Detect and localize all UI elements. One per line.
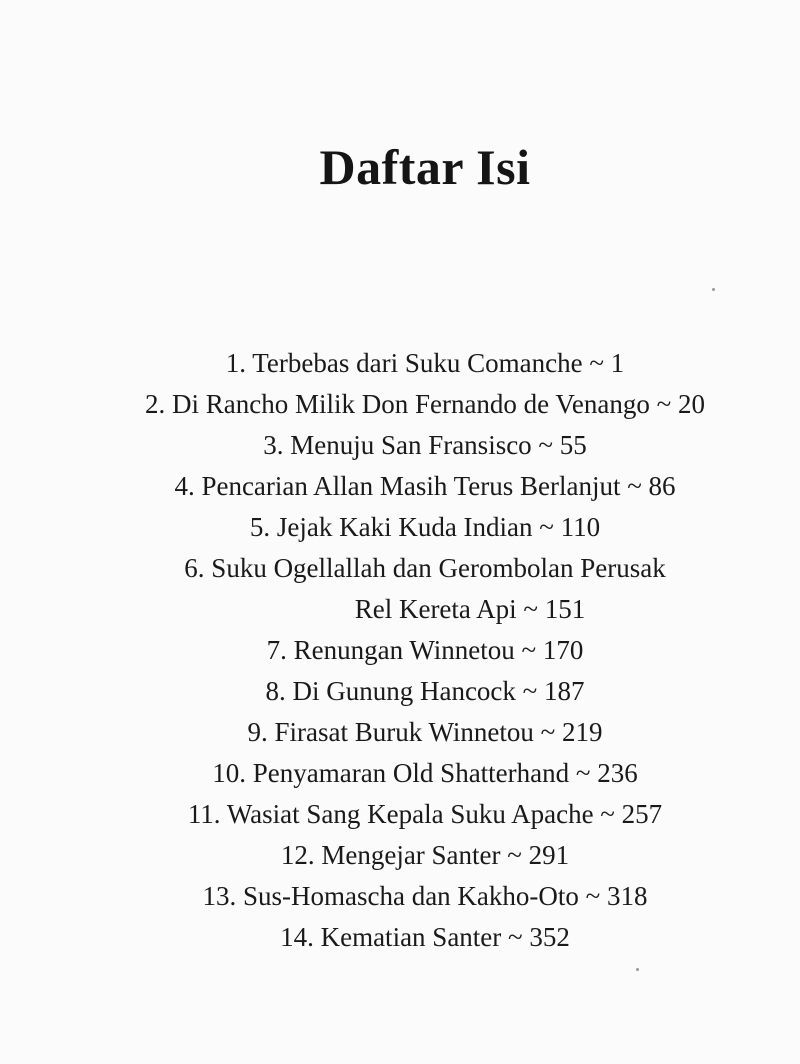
- toc-entry: 14. Kematian Santer ~ 352: [280, 922, 570, 952]
- table-of-contents: [0, 343, 800, 958]
- toc-entry-continuation: Rel Kereta Api ~ 151: [354, 594, 586, 624]
- page-title: Daftar Isi: [319, 139, 531, 195]
- toc-entry: 1. Terbebas dari Suku Comanche ~ 1: [225, 348, 625, 378]
- toc-entry: 6. Suku Ogellallah dan Gerombolan Perusak: [184, 553, 666, 583]
- paper-speck: [712, 288, 715, 291]
- toc-entry: 12. Mengejar Santer ~ 291: [280, 840, 570, 870]
- toc-entry: 4. Pencarian Allan Masih Terus Berlanjut ~ 86: [174, 471, 676, 501]
- toc-entry: 11. Wasiat Sang Kepala Suku Apache ~ 257: [187, 799, 663, 829]
- toc-entry: 13. Sus-Homascha dan Kakho-Oto ~ 318: [202, 881, 648, 911]
- toc-entry: 9. Firasat Buruk Winnetou ~ 219: [247, 717, 603, 747]
- toc-entry: 2. Di Rancho Milik Don Fernando de Venango ~ 20: [144, 389, 706, 419]
- toc-entry: 3. Menuju San Fransisco ~ 55: [263, 430, 587, 460]
- toc-entry: 10. Penyamaran Old Shatterhand ~ 236: [212, 758, 638, 788]
- toc-entry: 7. Renungan Winnetou ~ 170: [266, 635, 584, 665]
- paper-speck: [636, 968, 639, 971]
- toc-entry: 8. Di Gunung Hancock ~ 187: [265, 676, 585, 706]
- toc-entry: 5. Jejak Kaki Kuda Indian ~ 110: [249, 512, 601, 542]
